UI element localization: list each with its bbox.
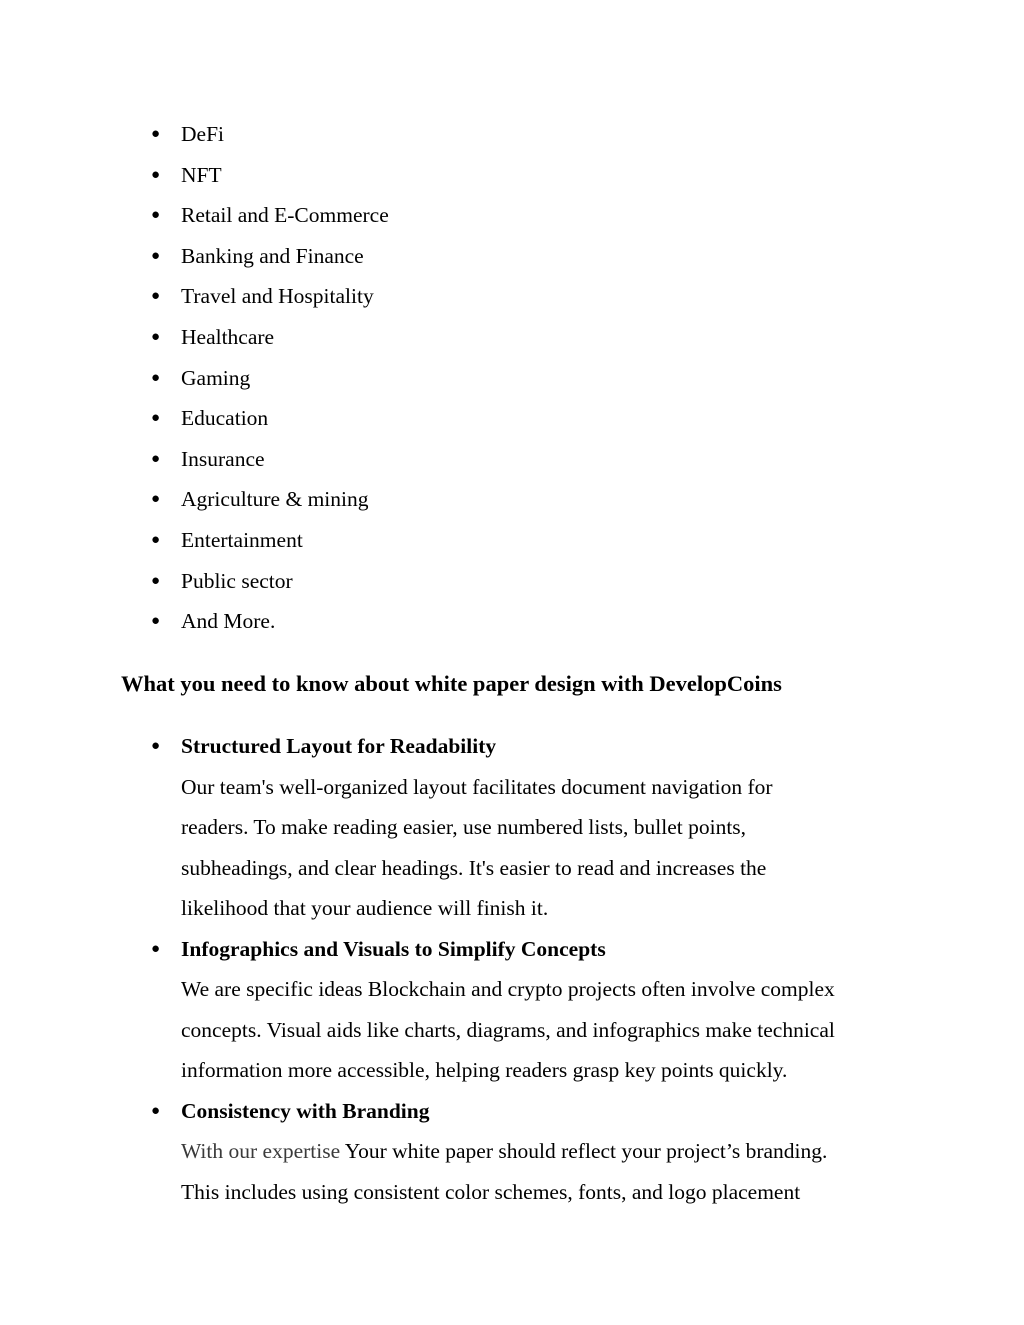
list-item bbox=[0, 561, 389, 602]
list-item bbox=[0, 601, 389, 642]
list-item bbox=[0, 114, 389, 155]
feature-title: Structured Layout for Readability bbox=[181, 734, 497, 758]
bullet-icon: ● bbox=[151, 572, 161, 589]
feature-text-line: Our team's well-organized layout facilitates document navigation for bbox=[181, 774, 773, 799]
list-item bbox=[0, 439, 389, 480]
industry-label: Healthcare bbox=[181, 324, 275, 349]
list-item bbox=[0, 195, 389, 236]
bullet-icon: ● bbox=[151, 1102, 161, 1119]
feature-title: Infographics and Visuals to Simplify Concepts bbox=[181, 936, 606, 961]
bullet-icon: ● bbox=[151, 450, 161, 467]
industry-label: Insurance bbox=[181, 446, 265, 471]
list-item bbox=[0, 479, 389, 520]
feature-text-line: readers. To make reading easier, use numbered lists, bullet points, bbox=[181, 815, 747, 839]
feature-item bbox=[0, 726, 921, 929]
industry-label: Education bbox=[181, 406, 269, 431]
feature-text-rest: Your white paper should reflect your project’s branding. bbox=[340, 1139, 828, 1163]
industry-label: DeFi bbox=[181, 122, 224, 146]
industry-list bbox=[0, 114, 389, 642]
bullet-icon: ● bbox=[151, 126, 161, 142]
feature-text-line: subheadings, and clear headings. It's easier to read and increases the bbox=[181, 855, 767, 880]
industry-label: And More. bbox=[181, 609, 276, 634]
list-item bbox=[0, 520, 389, 561]
list-item bbox=[0, 276, 389, 317]
feature-list bbox=[0, 726, 1024, 1212]
bullet-icon: ● bbox=[151, 410, 161, 427]
industry-label: Retail and E-Commerce bbox=[181, 203, 389, 228]
feature-item bbox=[0, 929, 921, 1091]
list-item bbox=[0, 398, 389, 439]
industry-label: Public sector bbox=[181, 568, 293, 593]
industry-label: Agriculture & mining bbox=[181, 487, 369, 512]
feature-item bbox=[0, 1091, 921, 1213]
feature-text-line: information more accessible, helping readers grasp key points quickly. bbox=[181, 1058, 788, 1082]
industry-label: Travel and Hospitality bbox=[181, 284, 374, 309]
feature-lead-in: With our expertise bbox=[181, 1139, 341, 1163]
feature-title: Consistency with Branding bbox=[181, 1098, 430, 1123]
industry-label: Banking and Finance bbox=[181, 243, 364, 268]
list-item bbox=[0, 155, 389, 196]
list-item bbox=[0, 317, 389, 358]
bullet-icon: ● bbox=[151, 940, 161, 957]
bullet-icon: ● bbox=[151, 328, 161, 345]
list-item bbox=[0, 236, 389, 277]
bullet-icon: ● bbox=[151, 369, 161, 386]
feature-text-line: concepts. Visual aids like charts, diagrams, and infographics make technical bbox=[181, 1017, 835, 1042]
list-item bbox=[0, 358, 389, 399]
feature-text-line: We are specific ideas Blockchain and crypto projects often involve complex bbox=[181, 977, 835, 1001]
industry-label: Gaming bbox=[181, 365, 251, 390]
feature-text-line: This includes using consistent color schemes, fonts, and logo placement bbox=[181, 1179, 801, 1204]
bullet-icon: ● bbox=[151, 491, 161, 508]
bullet-icon: ● bbox=[151, 738, 161, 754]
bullet-icon: ● bbox=[151, 531, 161, 548]
bullet-icon: ● bbox=[151, 166, 161, 183]
bullet-icon: ● bbox=[151, 288, 161, 305]
bullet-icon: ● bbox=[151, 247, 161, 264]
industry-label: Entertainment bbox=[181, 527, 303, 552]
feature-text-line bbox=[181, 1131, 921, 1172]
bullet-icon: ● bbox=[151, 613, 161, 630]
feature-text-line: likelihood that your audience will finish it. bbox=[181, 896, 549, 920]
section-heading: What you need to know about white paper design with DevelopCoins bbox=[121, 671, 782, 696]
industry-label: NFT bbox=[181, 162, 222, 187]
bullet-icon: ● bbox=[151, 207, 161, 224]
